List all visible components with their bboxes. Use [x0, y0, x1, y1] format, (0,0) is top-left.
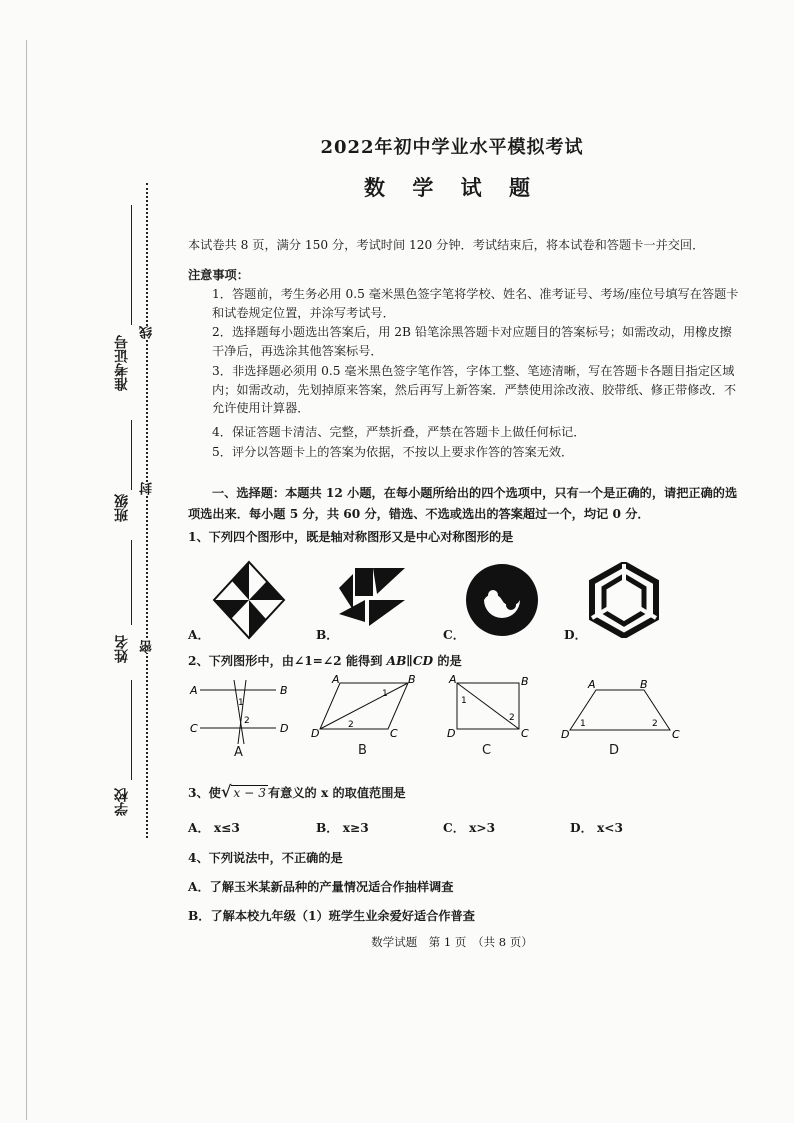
page-edge-line	[26, 40, 27, 1120]
intro-text: 本试卷共 8 页，满分 150 分，考试时间 120 分钟．考试结束后，将本试卷和答题卡一并交回．	[188, 238, 705, 252]
svg-text:D: D	[447, 727, 456, 740]
svg-text:D: D	[280, 722, 289, 735]
q2-stem-suffix: 的是	[433, 654, 462, 668]
svg-text:1: 1	[238, 698, 244, 708]
svg-text:2: 2	[348, 720, 354, 730]
q2-figure-c	[443, 673, 533, 743]
svg-text:A: A	[449, 673, 457, 686]
school-label: 学校	[114, 788, 130, 816]
q3-option-b: B． x≥3	[316, 821, 369, 835]
svg-text:2: 2	[509, 713, 515, 723]
class-label: 班级	[114, 494, 130, 522]
svg-text:A: A	[190, 684, 198, 697]
notice-item: 4．保证答题卡清洁、完整，严禁折叠，严禁在答题卡上做任何标记．	[212, 425, 586, 439]
q1-option-b: B．	[316, 628, 339, 642]
svg-text:B: B	[280, 684, 288, 697]
q1-option-d: D．	[564, 628, 587, 642]
name-underline	[131, 540, 132, 625]
seal-mi: 密	[140, 640, 155, 653]
q2-figure-d	[560, 676, 686, 742]
seal-xian: 线	[140, 326, 155, 339]
q1-stem: 1、下列四个图形中，既是轴对称图形又是中心对称图形的是	[188, 530, 514, 544]
q1-figure-c	[464, 562, 540, 638]
q4-stem: 4、下列说法中，不正确的是	[188, 851, 343, 865]
q4-option-a: A．了解玉米某新品种的产量情况适合作抽样调查	[188, 880, 454, 894]
q2-label-a: A	[234, 745, 243, 760]
q1-option-a: A．	[188, 628, 210, 642]
q2-label-b: B	[358, 743, 367, 758]
notice-item: 5．评分以答题卡上的答案为依据，不按以上要求作答的答案无效．	[212, 445, 574, 459]
svg-text:1: 1	[461, 696, 467, 706]
svg-text:C: C	[390, 727, 398, 740]
q3-option-d: D． x<3	[570, 821, 623, 835]
exam-title: 2022年初中学业水平模拟考试	[320, 137, 584, 158]
q2-stem-math: AB∥CD	[386, 654, 434, 668]
q4-option-b: B．了解本校九年级（1）班学生业余爱好适合作普查	[188, 909, 475, 923]
svg-text:D: D	[311, 727, 320, 740]
notice-item: 3．非选择题必须用 0.5 毫米黑色签字笔作答，字体工整、笔迹清晰，写在答题卡各题目指定区域内；如需改动，先划掉原来答案，然后再写上新答案．严禁使用涂改液、胶带纸、修正带修改．不允许使用计算器．	[212, 364, 737, 415]
svg-text:B: B	[640, 678, 648, 691]
svg-text:C: C	[521, 727, 529, 740]
svg-text:2: 2	[244, 716, 250, 726]
svg-text:1: 1	[580, 719, 586, 729]
sqrt-sign: √	[220, 782, 232, 801]
q2-label-c: C	[482, 743, 492, 758]
school-underline	[131, 680, 132, 780]
q2-label-d: D	[609, 743, 620, 758]
svg-text:C: C	[190, 722, 198, 735]
exam-no-label: 准考证号	[114, 335, 130, 391]
q2-stem-prefix: 2、下列图形中，由∠1=∠2 能得到	[188, 654, 387, 668]
svg-text:D: D	[561, 728, 570, 741]
svg-text:C: C	[672, 728, 680, 741]
seal-feng: 封	[140, 482, 155, 495]
q1-figure-d	[586, 562, 662, 638]
q2-stem	[188, 652, 462, 669]
svg-text:A: A	[588, 678, 596, 691]
name-label: 姓名	[114, 635, 130, 663]
page-footer: 数学试题 第 1 页 （共 8 页）	[371, 935, 533, 949]
notice-item: 2．选择题每小题选出答案后，用 2B 铅笔涂黑答题卡对应题目的答案标号；如需改动，用橡皮擦干净后，再选涂其他答案标号．	[212, 325, 732, 358]
exam-subtitle: 数 学 试 题	[364, 175, 540, 200]
q3-stem-prefix: 3、使	[188, 786, 221, 800]
q3-option-a: A． x≤3	[188, 821, 240, 835]
seal-dotted-line	[146, 183, 148, 838]
q2-figure-b	[308, 675, 418, 745]
q3-stem-suffix: 有意义的 x 的取值范围是	[267, 786, 406, 800]
q1-figure-a	[212, 560, 286, 640]
section-heading: 一、选择题：本题共 12 小题，在每小题所给出的四个选项中，只有一个是正确的，请把正确的选项选出来．每小题 5 分，共 60 分，错选、不选或选出的答案超过一个，均记 0 分．	[188, 486, 738, 521]
exam-no-underline	[131, 205, 132, 325]
q3-radicand: x − 3	[233, 786, 266, 800]
notice-heading: 注意事项：	[188, 268, 249, 282]
q1-figure-b	[335, 564, 409, 630]
class-underline	[131, 420, 132, 490]
svg-text:1: 1	[382, 689, 388, 699]
q1-option-c: C．	[443, 628, 465, 642]
q3-stem	[188, 782, 406, 801]
svg-text:B: B	[408, 675, 416, 686]
svg-text:A: A	[332, 675, 340, 686]
svg-text:B: B	[521, 675, 529, 688]
notice-item: 1．答题前，考生务必用 0.5 毫米黑色签字笔将学校、姓名、准考证号、考场/座位号填写在答题卡和试卷规定位置，并涂写考试号．	[212, 287, 739, 320]
q3-option-c: C． x>3	[443, 821, 496, 835]
svg-text:2: 2	[652, 719, 658, 729]
